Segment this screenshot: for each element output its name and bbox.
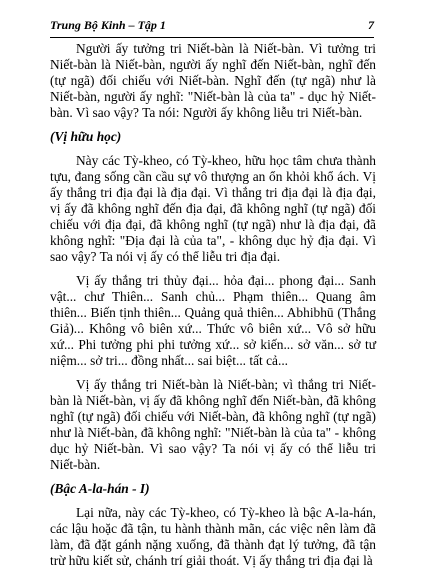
paragraph: Vị ấy thắng tri thủy đại... hỏa đại... phong đại... Sanh vật... chư Thiên... Sanh chủ... Phạm thiên... Quang âm thiên... Biến tịnh thiên... Quảng quả thiên... Abhibhū (Thắng Giả)... Không vô biên xứ... Thức vô biên xứ... Vô sở hữu xứ... Phi tưởng phi phi tưởng xứ... sở kiến... sở văn... sở tư niệm... sở tri... đồng nhất... sai biệt... tất cả... xyxy=(50,273,376,368)
section-heading: (Bậc A-la-hán - I) xyxy=(50,481,150,496)
page-body xyxy=(50,41,376,577)
running-header xyxy=(50,18,374,34)
paragraph: Lại nữa, này các Tỳ-kheo, có Tỳ-kheo là bậc A-la-hán, các lậu hoặc đã tận, tu hành thành mãn, các việc nên làm đã làm, đã đặt gánh nặng xuống, đã thành đạt lý tưởng, đã tận trừ hữu kiết sử, chánh trí giải thoát. Vị ấy thắng tri địa đại là xyxy=(50,505,376,568)
header-divider xyxy=(50,37,374,38)
paragraph: Này các Tỳ-kheo, có Tỳ-kheo, hữu học tâm chưa thành tựu, đang sống cần cầu sự vô thượng an ổn khỏi khổ ách. Vị ấy thắng tri địa đại là địa đại. Vì thắng tri địa đại là địa đại, vị ấy đã không nghĩ đến địa đại, đã không nghĩ (tự ngã) đối chiếu với địa đại, đã không nghĩ (tự ngã) như là địa đại, đã không nghĩ: "Địa đại là của ta", - không dục hỷ địa đại. Vì sao vậy? Ta nói vị ấy có thể liễu tri địa đại. xyxy=(50,153,376,264)
paragraph: Người ấy tưởng tri Niết-bàn là Niết-bàn. Vì tưởng tri Niết-bàn là Niết-bàn, người ấy nghĩ đến Niết-bàn, nghĩ đến (tự ngã) đối chiếu với Niết-bàn. Nghĩ đến (tự ngã) như là Niết-bàn, người ấy nghĩ: "Niết-bàn là của ta" - dục hỷ Niết-bàn. Vì sao vậy? Ta nói: Người ấy không liễu tri Niết-bàn. xyxy=(50,41,376,120)
book-title: Trung Bộ Kinh – Tập 1 xyxy=(50,18,166,32)
paragraph: Vị ấy thắng tri Niết-bàn là Niết-bàn; vì thắng tri Niết-bàn là Niết-bàn, vị ấy đã không nghĩ đến Niết-bàn, đã không nghĩ (tự ngã) đối chiếu với Niết-bàn, đã không nghĩ (tự ngã) như là Niết-bàn, đã không nghĩ: "Niết-bàn là của ta" - không dục hỷ Niết-bàn. Vì sao vậy? Ta nói vị ấy có thể liễu tri Niết-bàn. xyxy=(50,377,376,472)
page-number: 7 xyxy=(368,18,374,32)
section-heading: (Vị hữu học) xyxy=(50,129,122,144)
